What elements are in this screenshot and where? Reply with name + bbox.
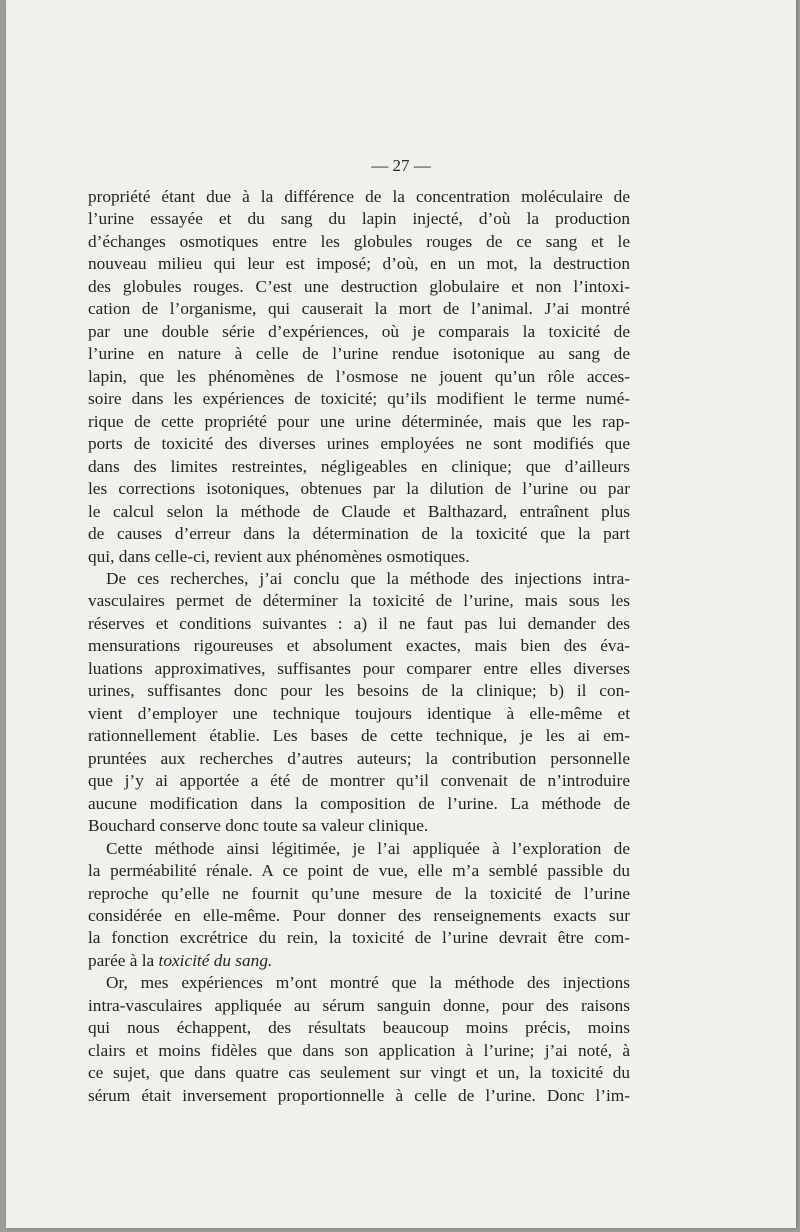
text-line: propriété étant due à la différence de la concentration moléculaire de	[88, 187, 630, 206]
page-number: — 27 —	[371, 156, 431, 175]
text-line: des globules rouges. C’est une destruction globulaire et non l’intoxi-	[88, 276, 630, 296]
text-line: le calcul selon la méthode de Claude et Balthazard, entraînent plus	[88, 501, 630, 521]
text-line: la fonction excrétrice du rein, la toxicité de l’urine devrait être com-	[88, 928, 630, 948]
text-line: Cette méthode ainsi légitimée, je l’ai appliquée à l’exploration de	[106, 838, 630, 858]
text-line: l’urine en nature à celle de l’urine rendue isotonique au sang de	[88, 344, 630, 364]
text-line: luations approximatives, suffisantes pour comparer entre elles diverses	[88, 658, 630, 678]
text-line: qui nous échappent, des résultats beaucoup moins précis, moins	[88, 1018, 630, 1038]
text-line: clairs et moins fidèles que dans son application à l’urine; j’ai noté, à	[88, 1040, 630, 1060]
text-line-start: parée à la	[88, 950, 155, 970]
text-line: les corrections isotoniques, obtenues par la dilution de l’urine ou par	[88, 479, 630, 499]
body-text	[88, 186, 630, 1107]
text-line: considérée en elle-même. Pour donner des renseignements exacts sur	[88, 906, 630, 925]
text-line: sérum était inversement proportionnelle à celle de l’urine. Donc l’im-	[88, 1085, 630, 1105]
text-line: Or, mes expériences m’ont montré que la méthode des injections	[106, 973, 630, 993]
text-line: que j’y ai apportée a été de montrer qu’il convenait de n’introduire	[88, 771, 630, 791]
text-line: cation de l’organisme, qui causerait la mort de l’animal. J’ai montré	[88, 299, 630, 319]
text-line: mensurations rigoureuses et absolument exactes, mais bien des éva-	[88, 636, 630, 656]
text-line: Bouchard conserve donc toute sa valeur clinique.	[88, 816, 429, 836]
italic-phrase: toxicité du sang.	[158, 950, 273, 970]
text-line: de causes d’erreur dans la détermination de la toxicité que la part	[88, 524, 630, 544]
text-line: soire dans les expériences de toxicité; qu’ils modifient le terme numé-	[88, 389, 630, 409]
text-line: d’échanges osmotiques entre les globules rouges de ce sang et le	[88, 231, 630, 251]
text-line: De ces recherches, j’ai conclu que la méthode des injections intra-	[106, 568, 630, 588]
text-line-mixed	[88, 950, 630, 972]
text-line: vient d’employer une technique toujours identique à elle-même et	[88, 703, 630, 723]
text-line: ce sujet, que dans quatre cas seulement sur vingt et un, la toxicité du	[88, 1063, 630, 1083]
text-line: rique de cette propriété pour une urine déterminée, mais que les rap-	[88, 411, 630, 431]
text-line: ports de toxicité des diverses urines employées ne sont modifiés que	[88, 434, 630, 454]
text-line: pruntées aux recherches d’autres auteurs; la contribution personnelle	[88, 748, 630, 768]
text-line: qui, dans celle-ci, revient aux phénomènes osmotiques.	[88, 546, 470, 566]
text-line: dans des limites restreintes, négligeables en clinique; que d’ailleurs	[88, 456, 630, 476]
text-line: l’urine essayée et du sang du lapin injecté, d’où la production	[88, 209, 630, 229]
page	[6, 0, 796, 1228]
text-line: réserves et conditions suivantes : a) il ne faut pas lui demander des	[88, 613, 630, 633]
text-line: rationnellement établie. Les bases de cette technique, je les ai em-	[88, 726, 630, 746]
text-line: intra-vasculaires appliquée au sérum sanguin donne, pour des raisons	[88, 995, 630, 1015]
text-line: urines, suffisantes donc pour les besoins de la clinique; b) il con-	[88, 681, 630, 701]
text-line: nouveau milieu qui leur est imposé; d’où, en un mot, la destruction	[88, 254, 630, 274]
text-line: lapin, que les phénomènes de l’osmose ne jouent qu’un rôle acces-	[88, 366, 630, 386]
text-line: vasculaires permet de déterminer la toxicité de l’urine, mais sous les	[88, 591, 630, 611]
text-line: reproche qu’elle ne fournit qu’une mesure de la toxicité de l’urine	[88, 883, 630, 903]
text-line: par une double série d’expériences, où je comparais la toxicité de	[88, 321, 630, 341]
text-line: aucune modification dans la composition de l’urine. La méthode de	[88, 793, 630, 813]
text-line: la perméabilité rénale. A ce point de vue, elle m’a semblé passible du	[88, 861, 630, 881]
